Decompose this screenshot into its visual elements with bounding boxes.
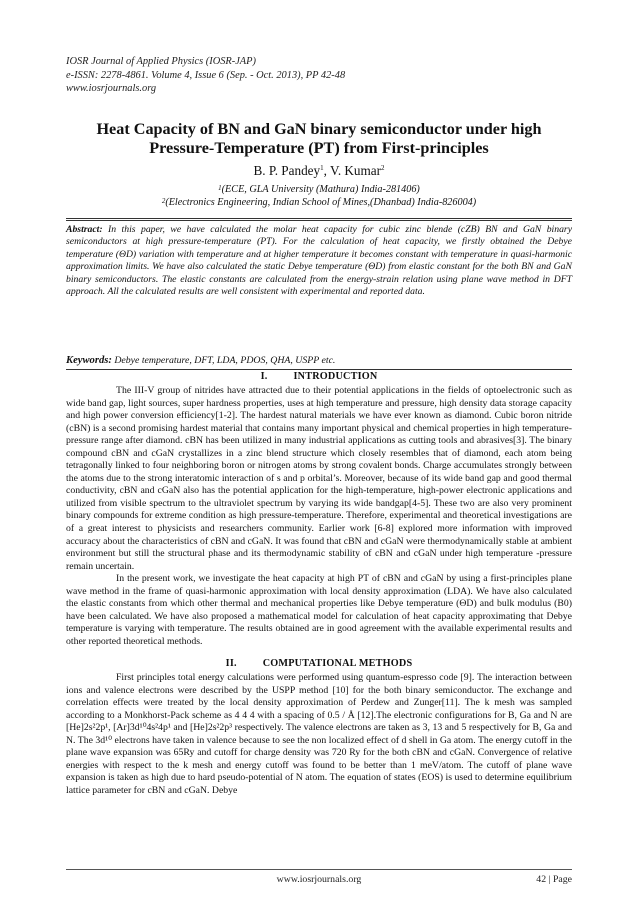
keywords <box>66 355 572 367</box>
section-number: I. <box>260 371 268 382</box>
section-title: COMPUTATIONAL METHODS <box>262 658 413 669</box>
author-sup: 2 <box>381 164 385 172</box>
introduction-body <box>66 385 572 648</box>
footer-url[interactable]: www.iosrjournals.org <box>276 874 362 885</box>
journal-issn: e-ISSN: 2278-4861. Volume 4, Issue 6 (Sep. - Oct. 2013), PP 42-48 <box>66 69 346 81</box>
divider <box>66 218 572 219</box>
section-heading <box>66 658 572 670</box>
section-number: II. <box>225 658 237 669</box>
affiliation-1 <box>66 184 572 196</box>
section-title: INTRODUCTION <box>293 371 378 382</box>
methods-body <box>66 672 572 797</box>
keywords-label: Keywords: <box>66 355 112 366</box>
keywords-value: Debye temperature, DFT, LDA, PDOS, QHA, USPP etc. <box>114 355 336 366</box>
footer-divider <box>66 869 572 870</box>
author-sup: 1 <box>320 164 324 172</box>
title-line-1: Heat Capacity of BN and GaN binary semiconductor under high <box>96 120 542 138</box>
paper-title <box>66 120 572 158</box>
author-name: , V. Kumar <box>323 163 382 178</box>
affiliation-sup: 2 <box>161 197 166 205</box>
journal-url[interactable]: www.iosrjournals.org <box>66 83 157 94</box>
abstract-label: Abstract: <box>66 224 103 235</box>
journal-header <box>66 55 586 96</box>
abstract-text: In this paper, we have calculated the molar heat capacity for cubic zinc blende (cZB) BN and GaN binary semiconductors at high pressure-temperature (PT). For the calculation of heat capacity, we firstly obtained the Debye temperature (ΘD) variation with temperature and at higher temperature it becomes constant with temperature in quasi-harmonic approximation limits. We have also calculated the static Debye temperature (ΘD) from elastic constant for the both BN and GaN binary semiconductors. The elastic constants are calculated from the energy-strain relation using plane wave method in DFT approach. All the calculated results are well consistent with experimental and reported data. <box>66 224 572 298</box>
divider <box>66 369 572 370</box>
affiliation-text: (Electronics Engineering, Indian School of Mines,(Dhanbad) India-826004) <box>165 197 477 208</box>
page-number: 42 | Page <box>536 874 572 885</box>
affiliation-sup: 1 <box>218 184 222 192</box>
title-line-2: Pressure-Temperature (PT) from First-principles <box>149 139 489 157</box>
paragraph: In the present work, we investigate the heat capacity at high PT of cBN and cGaN by using a first-principles plane wave method in the frame of quasi-harmonic approximation with local density approximation (LDA). We have also calculated the elastic constants from which other thermal and mechanical properties like Debye temperature (ΘD) and bulk modulus (B0) have been calculated. We have also proposed a mathematical model for calculation of heat capacity approximating that Debye temperature is varying with temperature. The results obtained are in good agreement with the available experimental results and other reported theoretical methods. <box>66 573 572 647</box>
abstract <box>66 224 572 299</box>
paragraph: The III-V group of nitrides have attracted due to their potential applications in the fields of optoelectronic such as wide band gap, light sources, super hardness properties, uses at high temperature and pressure, high density data storage capacity and high power conversion efficiency[1-2]. The hardest natural materials we have ever known as diamond. Cubic boron nitride (cBN) is a second promising hardest material that contains many important physical and chemical properties in high temperature-pressure range after diamond. cBN has been utilized in many industrial applications as cutting tools and abrasives[3]. The binary compound cBN and cGaN crystallizes in a zinc blend structure which closely resembles that of diamond, each atom being tetragonally linked to four neighboring boron or nitrogen atoms by strong covalent bonds. Charge accumulates strongly between the atoms due to the strong interatomic interaction of s and p orbital’s. Moreover, because of its wide band gap and good thermal conductivity, cBN and cGaN also has the potential application for the high-temperature, high-power electronic applications and utilized from visible spectrum to the ultraviolet spectrum by varying its wide bandgap[4-5]. These two are also very prominent binary compounds for extreme condition as high pressure-temperature. Therefore, experimental and theoretical investigations are of a great interest to physicists and researchers community. Earlier work [6-8] explored more information with improved accuracy about the characteristics of cBN and cGaN. It was found that cBN and cGaN were thermodynamically stable at ambient environment but still the structural phase and its thermodynamic stability of cBN and cGaN under high temperature -pressure remain uncertain. <box>66 385 572 572</box>
affiliation-text: (ECE, GLA University (Mathura) India-281406) <box>221 184 420 195</box>
journal-name: IOSR Journal of Applied Physics (IOSR-JAP) <box>66 56 256 67</box>
section-heading <box>66 371 572 383</box>
author-list <box>66 163 572 178</box>
divider <box>66 220 572 221</box>
paragraph: First principles total energy calculations were performed using quantum-espresso code [9]. The interaction between ions and valence electrons were described by the USPP method [10] for the both binary semiconductor. The exchange and correlation effects were treated by the local density approximation of Perdew and Zunger[11]. The k mesh was sampled according to a Monkhorst-Pack scheme as 4 4 4 with a spacing of 0.5 / Å [12].The electronic configurations for B, Ga and N are [He]2s²2p¹, [Ar]3d¹⁰4s²4p¹ and [He]2s²2p³ respectively. The valence electrons are taken as 3, 13 and 5 respectively for B, Ga and N. The 3d¹⁰ electrons have taken in valence because to see the non localized effect of d shell in Ga atom. The energy cutoff in the plane wave expansion was 65Ry and cutoff for charge density was 720 Ry for the both cBN and cGaN. Convergence of relative energies with respect to the k mesh and energy cutoff was found to be better than 1 meV/atom. The cutoff of plane wave expansion is taken as high due to hard pseudo-potential of N atom. The equation of states (EOS) is used to determine equilibrium lattice parameter for cBN and cGaN. Debye <box>66 672 572 796</box>
affiliation-2 <box>66 197 572 209</box>
author-name: B. P. Pandey <box>253 163 321 178</box>
